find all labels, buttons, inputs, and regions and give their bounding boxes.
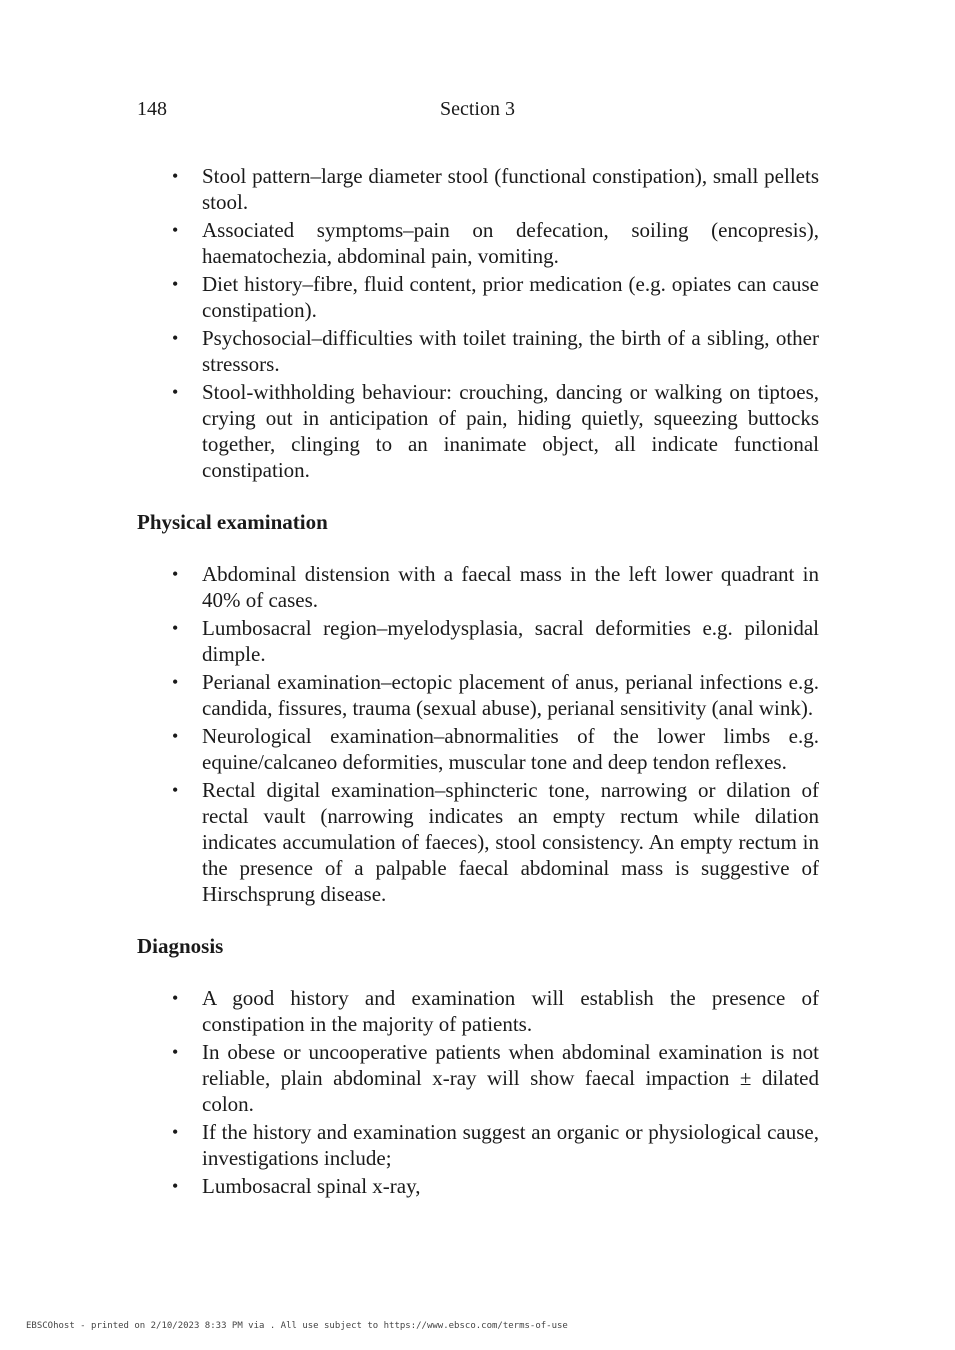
list-item [137, 271, 819, 323]
list-item-text: In obese or uncooperative patients when abdominal examination is not reliable, plain abdominal x-ray will show faecal impaction ± dilated colon. [202, 1040, 819, 1116]
list-item [137, 1173, 819, 1199]
list-item-text: Rectal digital examination–sphincteric tone, narrowing or dilation of rectal vault (narrowing indicates an empty rectum while dilation indicates accumulation of faeces), stool consistency. An empty rectum in the presence of a palpable faecal abdominal mass is suggestive of Hirschsprung disease. [202, 778, 819, 906]
bullet-icon: • [172, 780, 179, 800]
bullet-icon: • [172, 618, 179, 638]
bullet-icon: • [172, 1176, 179, 1196]
bullet-icon: • [172, 1042, 179, 1062]
list-item [137, 777, 819, 907]
list-item-text: Lumbosacral region–myelodysplasia, sacral deformities e.g. pilonidal dimple. [202, 616, 819, 666]
list-item-text: If the history and examination suggest an organic or physiological cause, investigations include; [202, 1120, 819, 1170]
list-item-text: Abdominal distension with a faecal mass in the left lower quadrant in 40% of cases. [202, 562, 819, 612]
bullet-icon: • [172, 988, 179, 1008]
list-item [137, 379, 819, 483]
physical-examination-list [137, 561, 819, 907]
list-item-text: Psychosocial–difficulties with toilet training, the birth of a sibling, other stressors. [202, 326, 819, 376]
bullet-icon: • [172, 726, 179, 746]
list-item-text: Stool-withholding behaviour: crouching, dancing or walking on tiptoes, crying out in anticipation of pain, hiding quietly, squeezing buttocks together, clinging to an inanimate object, all indicate functional constipation. [202, 380, 819, 482]
list-item [137, 985, 819, 1037]
physical-examination-heading: Physical examination [137, 510, 328, 534]
bullet-icon: • [172, 166, 179, 186]
bullet-icon: • [172, 1122, 179, 1142]
list-item-text: Perianal examination–ectopic placement of anus, perianal infections e.g. candida, fissures, trauma (sexual abuse), perianal sensitivity (anal wink). [202, 670, 819, 720]
list-item-text: Lumbosacral spinal x-ray, [202, 1174, 421, 1198]
page-content [137, 163, 819, 1201]
list-item-text: A good history and examination will establish the presence of constipation in the majority of patients. [202, 986, 819, 1036]
page-number: 148 [137, 98, 167, 120]
list-item [137, 669, 819, 721]
list-item [137, 615, 819, 667]
history-list [137, 163, 819, 483]
list-item-text: Associated symptoms–pain on defecation, soiling (encopresis), haematochezia, abdominal pain, vomiting. [202, 218, 819, 268]
list-item [137, 561, 819, 613]
list-item [137, 1119, 819, 1171]
bullet-icon: • [172, 382, 179, 402]
list-item [137, 217, 819, 269]
bullet-icon: • [172, 328, 179, 348]
bullet-icon: • [172, 564, 179, 584]
list-item [137, 163, 819, 215]
list-item [137, 723, 819, 775]
running-head: Section 3 [440, 98, 515, 120]
bullet-icon: • [172, 672, 179, 692]
list-item-text: Diet history–fibre, fluid content, prior medication (e.g. opiates can cause constipation). [202, 272, 819, 322]
list-item [137, 1039, 819, 1117]
diagnosis-list [137, 985, 819, 1199]
footer-notice: EBSCOhost - printed on 2/10/2023 8:33 PM via . All use subject to https://www.ebsco.com/terms-of-use [26, 1321, 568, 1331]
bullet-icon: • [172, 220, 179, 240]
diagnosis-heading: Diagnosis [137, 934, 224, 958]
list-item-text: Stool pattern–large diameter stool (functional constipation), small pellets stool. [202, 164, 819, 214]
list-item-text: Neurological examination–abnormalities of the lower limbs e.g. equine/calcaneo deformities, muscular tone and deep tendon reflexes. [202, 724, 819, 774]
list-item [137, 325, 819, 377]
bullet-icon: • [172, 274, 179, 294]
